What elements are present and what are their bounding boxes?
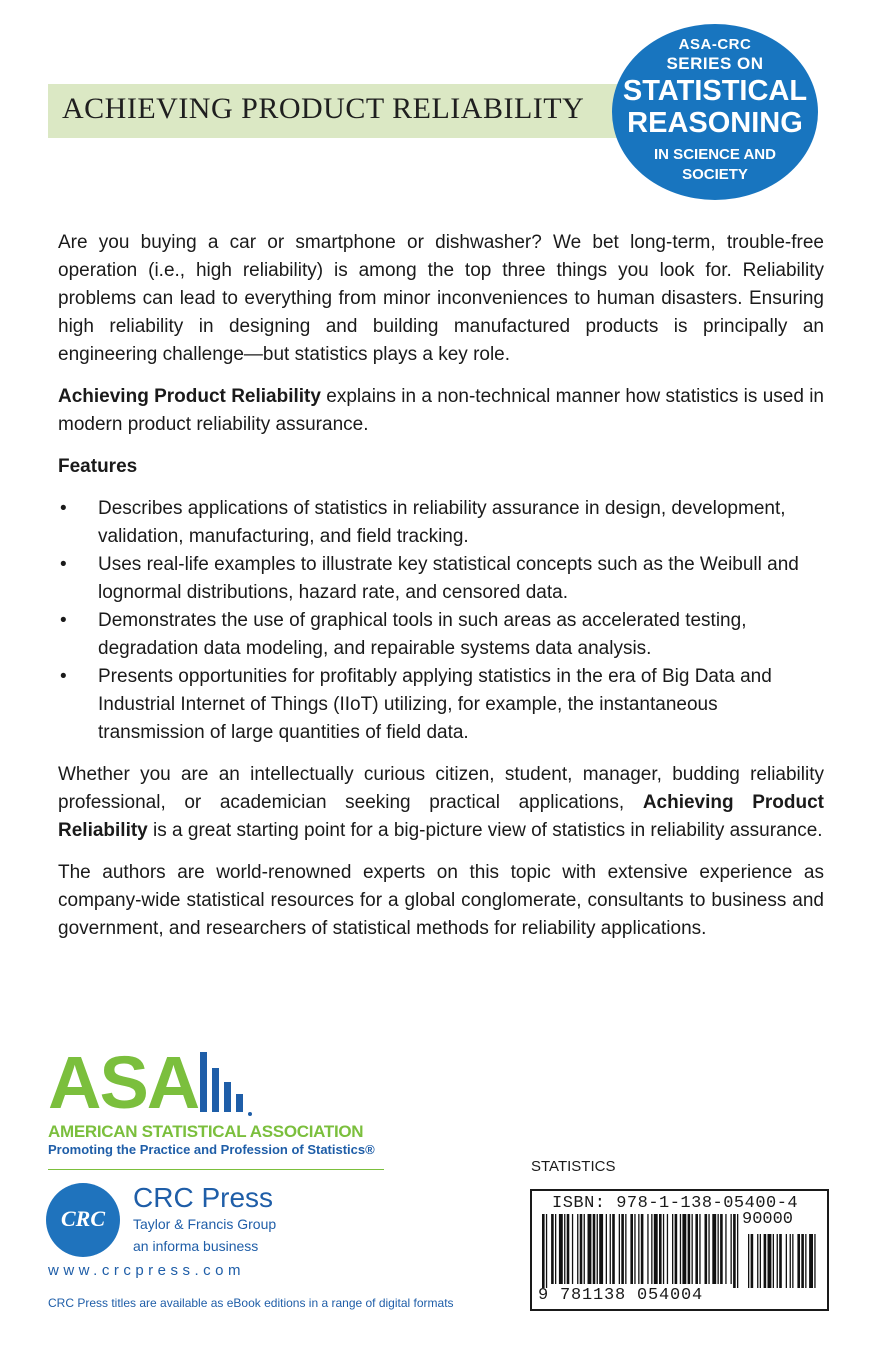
- asa-name: AMERICAN STATISTICAL ASSOCIATION: [48, 1122, 364, 1141]
- features-list: [58, 495, 824, 747]
- publisher-url: www.crcpress.com: [48, 1262, 246, 1279]
- barcode-stripe: [546, 1214, 547, 1288]
- barcode-stripe: [720, 1214, 723, 1284]
- barcode-stripe: [625, 1214, 626, 1284]
- barcode-stripe: [801, 1234, 804, 1288]
- barcode-stripe: [699, 1214, 700, 1284]
- barcode-stripe: [737, 1214, 738, 1288]
- feature-item: [58, 663, 824, 747]
- asa-bars-icon: [198, 1052, 258, 1116]
- barcode-stripe: [672, 1214, 673, 1284]
- barcode-stripe: [612, 1214, 615, 1284]
- series-badge-line: SOCIETY: [682, 166, 748, 183]
- barcode-stripe: [733, 1214, 736, 1288]
- barcode-stripe: [712, 1214, 716, 1284]
- price-code: 90000: [742, 1210, 794, 1229]
- barcode-stripe: [805, 1234, 806, 1288]
- barcode-stripe: [682, 1214, 686, 1284]
- barcode-stripe: [718, 1214, 719, 1284]
- asa-letters: ASA: [48, 1041, 199, 1124]
- publisher-name: CRC Press: [133, 1182, 274, 1213]
- series-badge-line: ASA-CRC: [678, 36, 752, 53]
- feature-text: Describes applications of statistics in reliability assurance in design, development, validation, manufacturing, and field tracking.: [98, 498, 786, 547]
- barcode-stripe: [593, 1214, 596, 1284]
- barcode-stripe: [619, 1214, 620, 1284]
- barcode-stripe: [580, 1214, 583, 1284]
- series-badge-line: REASONING: [627, 107, 803, 139]
- features-heading: Features: [58, 456, 138, 477]
- barcode-stripe: [790, 1234, 791, 1288]
- barcode-stripe: [564, 1214, 565, 1284]
- authors-paragraph: The authors are world-renowned experts on this topic with extensive experience as company-wide statistical resources for a global conglomerate, consultants to business and government, and researchers of statistical methods for reliability applications.: [58, 862, 824, 939]
- feature-text: Demonstrates the use of graphical tools in such areas as accelerated testing, degradation data modeling, and repairable systems data analysis.: [98, 610, 747, 659]
- series-badge: [612, 24, 818, 200]
- barcode-stripe: [751, 1234, 754, 1288]
- audience-paragraph: [58, 761, 824, 845]
- ebook-note: CRC Press titles are available as eBook editions in a range of digital formats: [48, 1296, 454, 1310]
- book-title-inline: Achieving Product Reliability: [58, 792, 824, 841]
- barcode-stripe: [708, 1214, 709, 1284]
- barcode-stripe: [584, 1214, 585, 1284]
- barcode-stripe: [814, 1234, 815, 1288]
- asa-tagline: Promoting the Practice and Profession of Statistics®: [48, 1142, 375, 1157]
- barcode-stripe: [768, 1234, 772, 1288]
- barcode-stripe: [667, 1214, 668, 1284]
- bullet-icon: •: [60, 498, 67, 519]
- barcode-stripe: [659, 1214, 662, 1284]
- crc-logo: [46, 1183, 120, 1257]
- barcode-stripe: [542, 1214, 545, 1288]
- crc-logo-text: CRC: [60, 1206, 106, 1231]
- isbn: ISBN: 978-1-138-05400-4: [552, 1194, 799, 1213]
- barcode-stripe: [654, 1214, 658, 1284]
- barcode-number: 9 781138 054004: [538, 1286, 704, 1305]
- barcode-stripe: [630, 1214, 633, 1284]
- barcode-stripe: [757, 1234, 758, 1288]
- feature-item: [58, 551, 824, 607]
- feature-text: Uses real-life examples to illustrate key statistical concepts such as the Weibull and lognormal distributions, hazard rate, and censored data.: [98, 554, 799, 603]
- bullet-icon: •: [60, 666, 67, 687]
- barcode-stripe: [606, 1214, 607, 1284]
- barcode-stripe: [725, 1214, 726, 1284]
- subject-category: STATISTICS: [531, 1158, 616, 1175]
- feature-item: [58, 495, 824, 551]
- publisher-group: Taylor & Francis Group: [133, 1216, 277, 1232]
- barcode-stripe: [599, 1214, 603, 1284]
- barcode-stripe: [647, 1214, 648, 1284]
- barcode-stripe: [797, 1234, 800, 1288]
- barcode-stripe: [577, 1214, 578, 1284]
- barcode-stripe: [651, 1214, 652, 1284]
- barcode-stripe: [551, 1214, 554, 1284]
- barcode-icon: [540, 1214, 820, 1288]
- barcode-stripe: [555, 1214, 556, 1284]
- barcode-stripe: [705, 1214, 708, 1284]
- barcode-stripe: [680, 1214, 681, 1284]
- barcode-stripe: [597, 1214, 598, 1284]
- barcode-stripe: [695, 1214, 698, 1284]
- barcode-stripe: [675, 1214, 678, 1284]
- barcode-stripe: [621, 1214, 624, 1284]
- barcode-stripe: [773, 1234, 774, 1288]
- barcode-stripe: [760, 1234, 761, 1288]
- barcode-stripe: [638, 1214, 639, 1284]
- audience-text: Whether you are an intellectually curious citizen, student, manager, budding reliability professional, or academician seeking practical applications,: [58, 764, 824, 813]
- summary-paragraph: [58, 383, 824, 439]
- barcode-stripe: [764, 1234, 767, 1288]
- audience-text-end: is a great starting point for a big-picture view of statistics in reliability assurance.: [147, 820, 823, 841]
- barcode-stripe: [786, 1234, 787, 1288]
- barcode-stripe: [748, 1234, 749, 1288]
- barcode-stripe: [610, 1214, 611, 1284]
- publisher-business: an informa business: [133, 1238, 259, 1254]
- asa-logo: [48, 1041, 398, 1170]
- bullet-icon: •: [60, 610, 67, 631]
- book-title-inline: Achieving Product Reliability: [58, 386, 321, 407]
- barcode-stripe: [663, 1214, 664, 1284]
- barcode-stripe: [572, 1214, 573, 1284]
- barcode-stripe: [692, 1214, 693, 1284]
- barcode-stripe: [731, 1214, 732, 1284]
- book-title: ACHIEVING PRODUCT RELIABILITY: [62, 92, 585, 125]
- intro-paragraph: Are you buying a car or smartphone or dishwasher? We bet long-term, trouble-free operation (i.e., high reliability) is among the top three things you look for. Reliability problems can lead to everything from minor inconveniences to human disasters. Ensuring high reliability in designing and building manufactured products is principally an engineering challenge—but statistics plays a key role.: [58, 232, 824, 365]
- barcode-stripe: [777, 1234, 778, 1288]
- divider: [48, 1169, 384, 1170]
- barcode-stripe: [809, 1234, 813, 1288]
- summary-text: explains in a non-technical manner how statistics is used in modern product reliability assurance.: [58, 386, 824, 435]
- feature-item: [58, 607, 824, 663]
- barcode-stripe: [688, 1214, 691, 1284]
- series-badge-line: STATISTICAL: [622, 75, 808, 107]
- bullet-icon: •: [60, 554, 67, 575]
- barcode-stripe: [792, 1234, 793, 1288]
- series-badge-line: SERIES ON: [666, 54, 764, 73]
- barcode-stripe: [779, 1234, 782, 1288]
- series-badge-line: IN SCIENCE AND: [654, 146, 776, 163]
- barcode-stripe: [641, 1214, 644, 1284]
- barcode-stripe: [588, 1214, 592, 1284]
- blurb: [58, 229, 824, 957]
- barcode-stripe: [559, 1214, 563, 1284]
- barcode-stripe: [567, 1214, 570, 1284]
- feature-text: Presents opportunities for profitably applying statistics in the era of Big Data and Industrial Internet of Things (IIoT) utilizing, for example, the instantaneous transmission of large quantities of field data.: [98, 666, 772, 743]
- barcode-stripe: [634, 1214, 635, 1284]
